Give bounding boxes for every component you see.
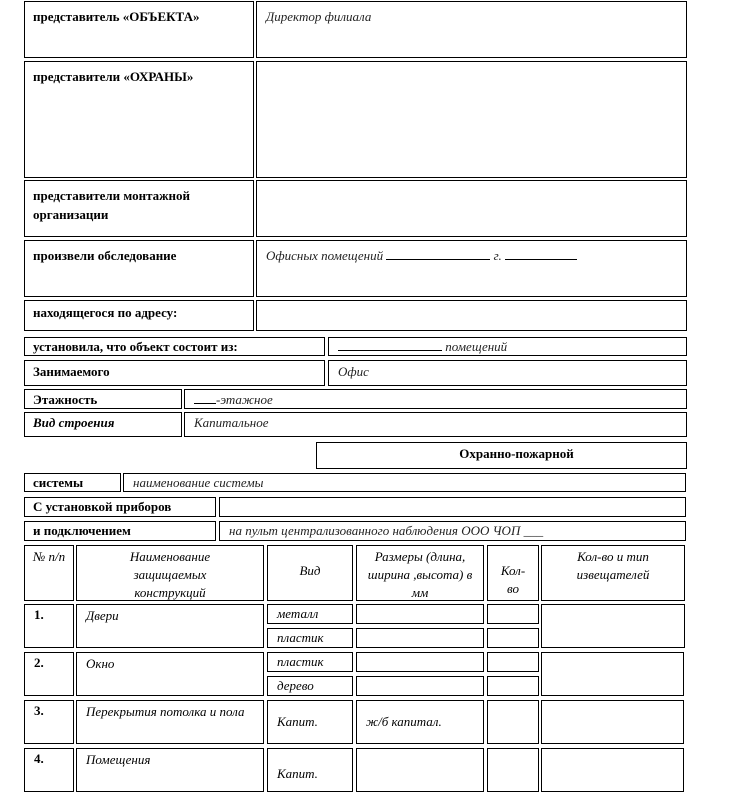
col-header-qty-text: Кол-во (500, 563, 526, 596)
alarm-type-field[interactable] (316, 442, 687, 469)
row-2-qty-1[interactable] (487, 652, 539, 672)
row-1-kind-1-text: металл (277, 606, 319, 621)
connection-field[interactable] (219, 521, 686, 541)
row-4-name[interactable] (76, 748, 264, 792)
installer-reps-field[interactable] (256, 180, 687, 237)
col-header-num (24, 545, 74, 601)
row-4-num (24, 748, 74, 792)
devices-label (24, 497, 216, 517)
connection-label-text: и подключением (33, 523, 131, 538)
survey-label (24, 240, 254, 297)
col-header-size-text: Размеры (длина, ширина ,высота) в мм (367, 549, 473, 600)
row-2-num (24, 652, 74, 696)
consists-value-suffix: помещений (445, 339, 508, 354)
devices-field[interactable] (219, 497, 686, 517)
col-header-kind (267, 545, 353, 601)
row-3-sensors[interactable] (541, 700, 684, 744)
row-4-kind[interactable] (267, 748, 353, 792)
row-4-name-text: Помещения (86, 752, 151, 767)
row-3-num-text: 3. (34, 703, 44, 718)
consists-label-text: установила, что объект состоит из: (33, 339, 238, 354)
occupied-label-text: Занимаемого (33, 364, 110, 379)
row-2-sensors[interactable] (541, 652, 684, 696)
col-header-name (76, 545, 264, 601)
consists-field[interactable] (328, 337, 687, 356)
building-type-label-text: Вид строения (33, 415, 115, 430)
guard-reps-field[interactable] (256, 61, 687, 178)
col-header-size (356, 545, 484, 601)
object-rep-label-text: представитель «ОБЪЕКТА» (33, 9, 200, 24)
building-type-field[interactable] (184, 412, 687, 437)
system-value: наименование системы (133, 475, 264, 490)
row-2-num-text: 2. (34, 655, 44, 670)
row-3-name-text: Перекрытия потолка и пола (86, 704, 245, 719)
row-1-name-text: Двери (86, 608, 119, 623)
system-label-text: системы (33, 475, 84, 490)
row-1-qty-1[interactable] (487, 604, 539, 624)
system-field[interactable] (123, 473, 686, 492)
row-2-kind-1-text: пластик (277, 654, 324, 669)
row-2-size-1[interactable] (356, 652, 484, 672)
consists-label (24, 337, 325, 356)
col-header-num-text: № п/п (33, 549, 66, 564)
floors-field[interactable] (184, 389, 687, 409)
row-1-kind-1[interactable] (267, 604, 353, 624)
connection-label (24, 521, 216, 541)
system-label (24, 473, 121, 492)
devices-label-text: С установкой приборов (33, 499, 172, 514)
row-3-size[interactable] (356, 700, 484, 744)
guard-reps-label (24, 61, 254, 178)
row-3-qty[interactable] (487, 700, 539, 744)
row-1-size-1[interactable] (356, 604, 484, 624)
row-2-size-2[interactable] (356, 676, 484, 696)
address-label (24, 300, 254, 331)
row-1-kind-2-text: пластик (277, 630, 324, 645)
installer-reps-label-text: представители монтажной организации (33, 188, 191, 222)
object-rep-value: Директор филиала (266, 9, 372, 24)
row-1-name[interactable] (76, 604, 264, 648)
occupied-value: Офис (338, 364, 369, 379)
object-rep-label (24, 1, 254, 58)
row-3-kind-text: Капит. (277, 714, 318, 729)
building-type-label (24, 412, 182, 437)
guard-reps-label-text: представители «ОХРАНЫ» (33, 69, 194, 84)
col-header-name-text: Наименование защищаемых конструкций (129, 549, 211, 600)
survey-blank-2[interactable] (505, 248, 577, 260)
object-rep-field[interactable] (256, 1, 687, 58)
row-3-num (24, 700, 74, 744)
row-1-qty-2[interactable] (487, 628, 539, 648)
connection-value: на пульт централизованного наблюдения ООО ЧОП ___ (229, 523, 544, 538)
row-1-kind-2[interactable] (267, 628, 353, 648)
col-header-qty (487, 545, 539, 601)
survey-value-mid: г. (493, 248, 502, 263)
row-4-sensors[interactable] (541, 748, 684, 792)
row-2-name-text: Окно (86, 656, 115, 671)
survey-label-text: произвели обследование (33, 248, 177, 263)
floors-label (24, 389, 182, 409)
row-2-kind-2[interactable] (267, 676, 353, 696)
row-1-sensors[interactable] (541, 604, 685, 648)
floors-value-suffix: -этажное (216, 392, 273, 407)
col-header-kind-text: Вид (299, 563, 321, 578)
occupied-label (24, 360, 325, 386)
survey-value-prefix: Офисных помещений (266, 248, 384, 263)
row-2-kind-1[interactable] (267, 652, 353, 672)
col-header-sensors-text: Кол-во и тип извещателей (576, 549, 650, 582)
row-3-size-text: ж/б капитал. (366, 714, 442, 729)
row-2-name[interactable] (76, 652, 264, 696)
row-1-size-2[interactable] (356, 628, 484, 648)
floors-label-text: Этажность (33, 392, 98, 407)
floors-blank[interactable] (194, 392, 216, 404)
row-2-kind-2-text: дерево (277, 678, 314, 693)
row-4-kind-text: Капит. (277, 766, 318, 781)
building-type-value: Капитальное (194, 415, 269, 430)
row-4-num-text: 4. (34, 751, 44, 766)
address-label-text: находящегося по адресу: (33, 305, 178, 320)
alarm-type-value: Охранно-пожарной (459, 446, 574, 461)
row-3-name[interactable] (76, 700, 264, 744)
address-field[interactable] (256, 300, 687, 331)
row-1-num-text: 1. (34, 607, 44, 622)
row-2-qty-2[interactable] (487, 676, 539, 696)
installer-reps-label (24, 180, 254, 237)
consists-blank[interactable] (338, 339, 442, 351)
row-1-num (24, 604, 74, 648)
row-4-qty[interactable] (487, 748, 539, 792)
survey-blank-1[interactable] (386, 248, 490, 260)
survey-field[interactable] (256, 240, 687, 297)
col-header-sensors (541, 545, 685, 601)
occupied-field[interactable] (328, 360, 687, 386)
row-3-kind[interactable] (267, 700, 353, 744)
row-4-size[interactable] (356, 748, 484, 792)
